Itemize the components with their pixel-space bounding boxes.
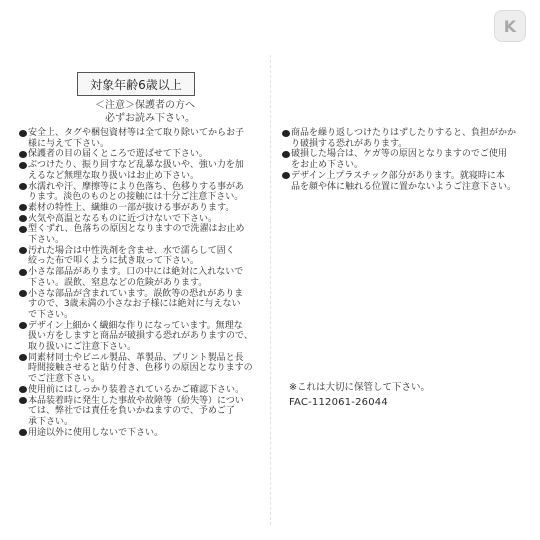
age-rating-box: 対象年齢6歳以上 xyxy=(77,72,195,96)
bullet-icon xyxy=(19,162,27,169)
caution-item xyxy=(19,246,262,267)
caution-list-right xyxy=(282,128,527,192)
caution-item xyxy=(19,182,262,203)
caution-text: 用途以外に使用しないで下さい。 xyxy=(28,427,164,438)
caution-item xyxy=(19,224,262,245)
fold-divider xyxy=(270,55,272,525)
bullet-icon xyxy=(19,386,27,393)
bullet-icon xyxy=(19,429,27,436)
bullet-icon xyxy=(19,226,27,233)
caution-item xyxy=(19,289,262,321)
guardian-notice xyxy=(95,99,255,125)
caution-item xyxy=(19,160,262,181)
caution-text: 破損した場合は、ケガ等の原因となりますのでご使用 をお止め下さい。 xyxy=(291,149,507,171)
bullet-icon xyxy=(19,322,27,329)
caution-item xyxy=(19,128,262,149)
caution-text: 汚れた場合は中性洗剤を含ませ、水で濡らして固く 絞った布で叩くように拭き取って下さい。 xyxy=(28,245,235,267)
caution-text: 小さな部品が含まれています。誤飲等の恐れがありま すので、3歳未満の小さなお子様には絶対に与えない で下さい。 xyxy=(28,288,244,320)
bullet-icon xyxy=(19,215,27,222)
caution-item xyxy=(19,396,262,428)
caution-item xyxy=(19,353,262,385)
bullet-icon xyxy=(19,269,27,276)
caution-text: 小さな部品があります。口の中には絶対に入れないで 下さい。誤飲、窒息などの危険があります。 xyxy=(28,267,244,288)
caution-item xyxy=(19,428,262,439)
caution-text: 使用前にはしっかり装着されているかご確認下さい。 xyxy=(28,384,245,395)
product-code: FAC-112061-26044 xyxy=(289,397,388,408)
bullet-icon xyxy=(19,290,27,297)
caution-text: 安全上、タグや梱包資材等は全て取り除いてからお子 様に与えて下さい。 xyxy=(28,128,245,149)
notice-heading: ＜注意＞保護者の方へ xyxy=(95,100,195,111)
bullet-icon xyxy=(19,151,27,158)
bullet-icon xyxy=(19,183,27,190)
logo-letter: K xyxy=(503,16,517,36)
caution-text: 商品を繰り返しつけたりはずしたりすると、負担がかか り破損する恐れがあります。 xyxy=(291,128,517,149)
notice-subheading: 必ずお読み下さい。 xyxy=(105,113,195,124)
brand-logo-icon xyxy=(494,10,526,42)
bullet-icon xyxy=(282,172,290,179)
keep-notice: ※これは大切に保管して下さい。 xyxy=(289,382,430,393)
bullet-icon xyxy=(19,354,27,361)
bullet-icon xyxy=(19,130,27,137)
caution-text: 水濡れや汗、摩擦等により色落ち、色移りする事があ ります。淡色のものとの接触には十分ご注意下さい。 xyxy=(28,181,245,203)
bullet-icon xyxy=(19,204,27,211)
caution-text: デザイン上細かく繊細な作りになっています。無理な 扱い方をしますと商品が破損する恐れがありますので、 取り扱いにご注意下さい。 xyxy=(28,320,253,353)
caution-text: 保護者の目の届くところで遊ばせて下さい。 xyxy=(28,149,208,160)
caution-list-left xyxy=(19,128,262,438)
bullet-icon xyxy=(282,151,290,158)
caution-text: 素材の特性上、繊維の一部が抜ける事があります。 xyxy=(28,202,235,213)
bullet-icon xyxy=(19,397,27,404)
caution-text: デザイン上プラスチック部分があります。就寝時に本 品を顔や体に触れる位置に置かないようご注意下さい。 xyxy=(291,170,517,192)
caution-item xyxy=(19,321,262,353)
caution-item xyxy=(19,203,262,214)
caution-item xyxy=(19,214,262,225)
caution-item xyxy=(282,128,527,149)
caution-item xyxy=(282,171,527,192)
bullet-icon xyxy=(282,130,290,137)
caution-text: 同素材同士やビニル製品、革製品、プリント製品と長 時間接触させると貼り付き、色移りの原因となりますの でご注意下さい。 xyxy=(28,352,253,385)
caution-item xyxy=(19,149,262,160)
caution-item xyxy=(19,267,262,288)
caution-text: 本品装着時に発生した事故や故障等（紛失等）につい ては、弊社では責任を負いかねますので、予めご了 承下さい。 xyxy=(28,395,244,427)
caution-item xyxy=(19,385,262,396)
bullet-icon xyxy=(19,247,27,254)
caution-text: 火気や高温となるものに近づけないで下さい。 xyxy=(28,213,218,224)
caution-item xyxy=(282,149,527,170)
caution-text: 型くずれ、色落ちの原因となりますので洗濯はお止め 下さい。 xyxy=(28,224,245,246)
caution-text: ぶつけたり、振り回すなど乱暴な扱いや、強い力を加 えるなど無理な取り扱いはお止め下さい。 xyxy=(28,160,244,181)
